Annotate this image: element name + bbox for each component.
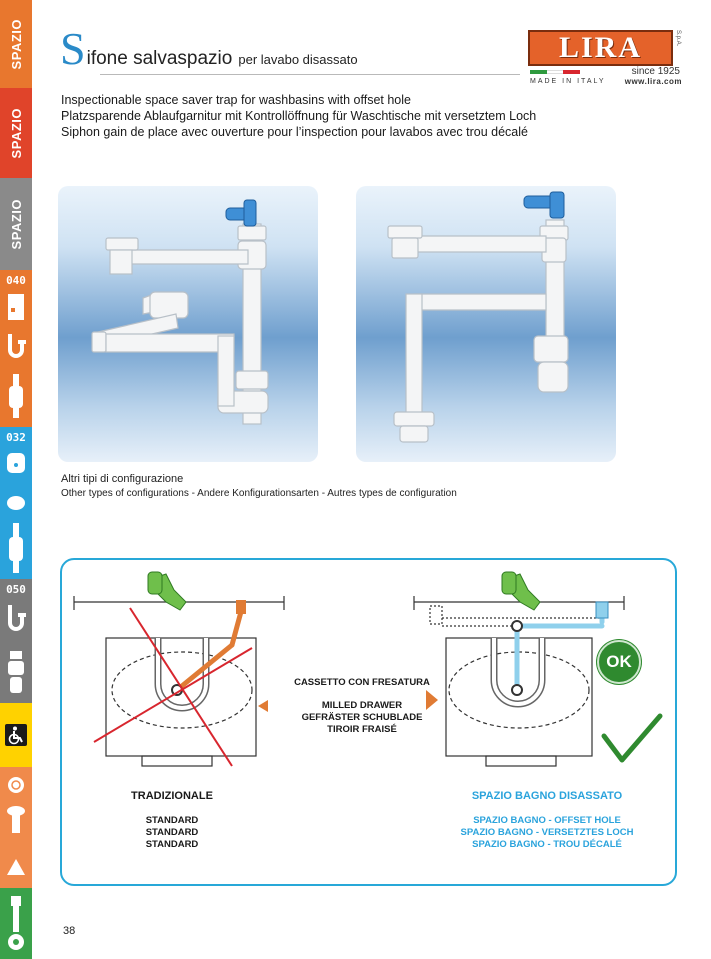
triangle-icon [6,857,26,877]
tab-spazio-1[interactable]: SPAZIO [0,0,32,88]
siphon-icon [6,332,26,366]
description [61,92,536,140]
drawer-labels [272,700,452,736]
right-pointing-hand-icon [502,572,540,610]
product-photo-2 [356,186,616,462]
logo-spa: S.p.A. [675,30,681,47]
wheelchair-icon [5,724,27,746]
caption-subtitle: Other types of configurations - Andere Konfigurationsarten - Autres types de configuration [61,488,457,499]
washbasin-icon [6,451,26,475]
title-initial: S [60,23,86,74]
product-photo-1 [58,186,318,462]
description-en: Inspectionable space saver trap for washbasins with offset hole [61,93,411,107]
description-fr: Siphon gain de place avec ouverture pour l’inspection pour lavabos avec trou décalé [61,125,528,139]
siphon-icon [6,603,26,641]
page-title [60,23,358,74]
traditional-subtitles: STANDARD STANDARD STANDARD [145,815,199,850]
title-subtitle: per lavabo disassato [238,52,358,67]
trap-drawing-1 [58,186,318,462]
offset-trap-outlet [596,602,608,618]
traditional-cabinet [74,596,284,766]
wall-box-icon [6,292,26,322]
tab-050[interactable]: 050 [0,579,32,703]
description-de: Platzsparende Ablaufgarnitur mit Kontrollöffnung für Waschtische mit versetztem Loch [61,109,537,123]
logo-since: since 1925 [631,66,680,77]
tab-accessibility[interactable] [0,703,32,767]
logo-website: www.lira.com [624,77,682,86]
drawer-label-de: GEFRÄSTER SCHUBLADE [301,712,423,723]
tab-fittings[interactable] [0,888,32,959]
drain-plug-icon [6,493,26,513]
category-strip [0,0,32,959]
header-rule [100,74,520,75]
trap-drawing-2 [356,186,616,462]
logo-made-in-italy: MADE IN ITALY [530,78,606,85]
tab-032[interactable]: 032 [0,427,32,579]
offset-trap-joint [512,621,522,631]
offset-subtitles: SPAZIO BAGNO - OFFSET HOLE SPAZIO BAGNO - VERSETZTES LOCH SPAZIO BAGNO - TROU DÉCALÉ [460,815,634,850]
ok-badge: OK [597,640,641,684]
tab-spazio-3[interactable]: SPAZIO [0,178,32,270]
page-number: 38 [63,925,76,937]
traditional-title: TRADIZIONALE [131,790,213,802]
drawer-label-fr: TIROIR FRAISÉ [327,724,397,735]
fitting-icon [6,894,26,954]
check-icon [604,716,660,760]
title-main: ifone salvaspazio [86,48,233,69]
drawer-label-en: MILLED DRAWER [321,700,403,711]
drawer-label-it: CASSETTO CON FRESATURA [294,677,430,688]
grate-icon [6,805,26,835]
left-pointing-hand-icon [148,572,186,610]
bottle-trap-icon [6,374,26,420]
offset-title: SPAZIO BAGNO DISASSATO [471,790,623,802]
tab-040[interactable]: 040 [0,270,32,427]
lira-logo [528,30,684,90]
drain-icon [6,775,26,795]
logo-wordmark: LIRA [528,30,673,66]
comparison-panel [60,558,677,886]
offset-drain [512,685,522,695]
left-arrow-icon [258,700,268,712]
bottle-trap-icon [6,523,26,575]
italian-flag [530,70,580,74]
traditional-trap-outlet [236,600,246,614]
tab-spazio-2[interactable]: SPAZIO [0,88,32,178]
trap-body-icon [6,651,26,695]
tab-drains[interactable] [0,767,32,888]
caption-title: Altri tipi di configurazione [61,473,184,485]
